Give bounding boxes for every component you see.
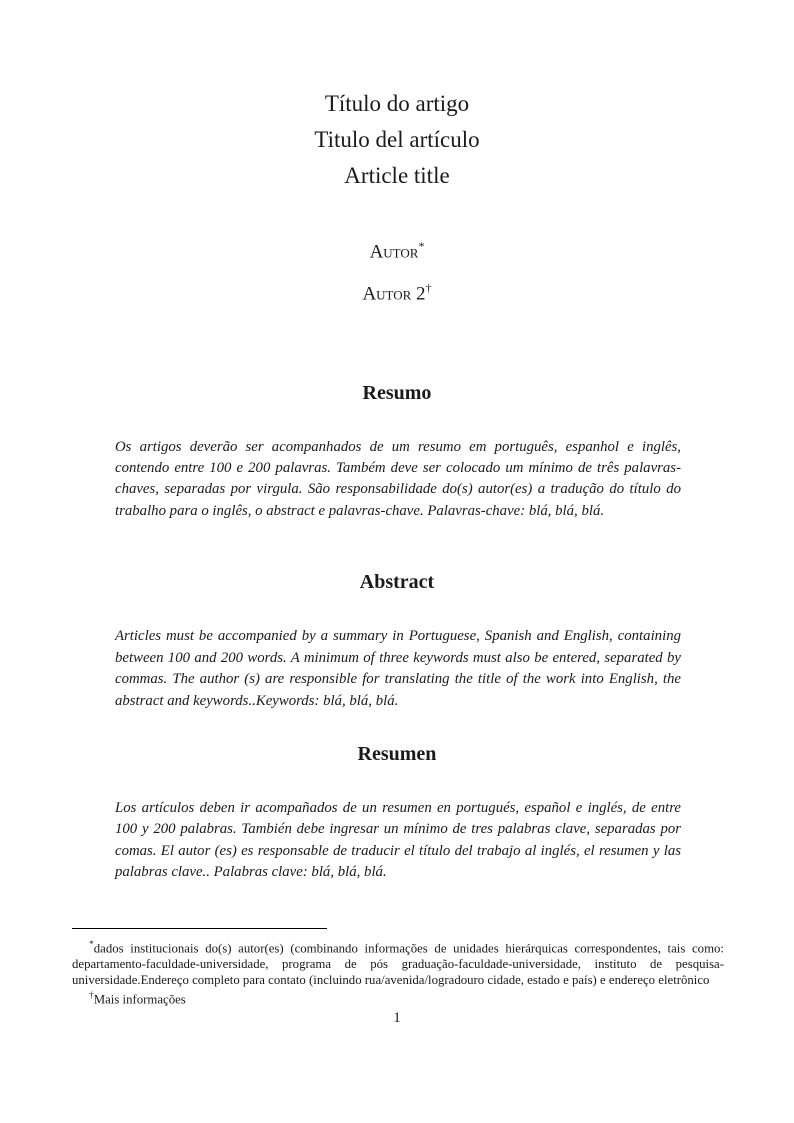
page-number: 1 — [393, 1010, 401, 1026]
section-heading-resumen: Resumen — [357, 742, 437, 765]
author-2-name: Autor 2 — [362, 283, 426, 305]
footnote-author-details — [72, 937, 724, 988]
author-2-footnote-mark: † — [425, 281, 432, 296]
author-1-footnote-mark: * — [418, 239, 425, 253]
footnote-1-mark: * — [89, 940, 94, 950]
section-heading-resumo: Resumo — [362, 381, 432, 404]
title-line-english: Article title — [344, 163, 450, 188]
article-title-block — [0, 0, 794, 194]
author-1-name: Autor — [369, 241, 419, 263]
footnote-2-text: Mais informações — [93, 992, 186, 1007]
title-line-spanish: Titulo del artículo — [314, 127, 480, 152]
section-body-resumo: Os artigos deverão ser acompanhados de um resumo em português, espanhol e inglês, contendo entre 100 e 200 palavras. Também deve ser colocado um mínimo de três palavras-chaves, separadas por virgula. São responsabilidade do(s) autor(es) a tradução do título do trabalho para o inglês, o abstract e palavras-chave. Palavras-chave: blá, blá, blá. — [115, 438, 681, 519]
section-heading-abstract: Abstract — [359, 571, 435, 594]
section-body-resumen: Los artículos deben ir acompañados de un resumen en portugués, español e inglés, de entre 100 y 200 palabras. También debe ingresar un mínimo de tres palabras clave, separadas por comas. El autor (es) es responsable de traducir el título del trabajo al inglés, el resumen y las palabras clave.. Palabras clave: blá, blá, blá. — [115, 799, 681, 881]
footnote-2-mark: † — [89, 991, 94, 1002]
footnotes-block — [72, 928, 724, 1008]
section-body-abstract: Articles must be accompanied by a summary in Portuguese, Spanish and English, containing between 100 and 200 words. A minimum of three keywords must also be entered, separated by commas. The author (s) are responsible for translating the title of the work into English, the abstract and keywords..Keywords: blá, blá, blá. — [115, 628, 681, 709]
author-2 — [0, 270, 794, 312]
footnote-rule — [72, 928, 327, 929]
authors-block — [0, 228, 794, 313]
title-line-portuguese: Título do artigo — [324, 91, 470, 116]
footnote-more-info — [72, 988, 724, 1007]
footnote-1-text: dados institucionais do(s) autor(es) (combinando informações de unidades hierárquicas correspondentes, tais como: departamento-faculdade-universidade, programa de pós graduação-faculdade-universidade, instituto de pesquisa-universidade.Endereço completo para contato (incluindo rua/avenida/logradouro cidade, estado e país) e endereço eletrônico — [72, 941, 724, 988]
author-1 — [0, 228, 794, 270]
